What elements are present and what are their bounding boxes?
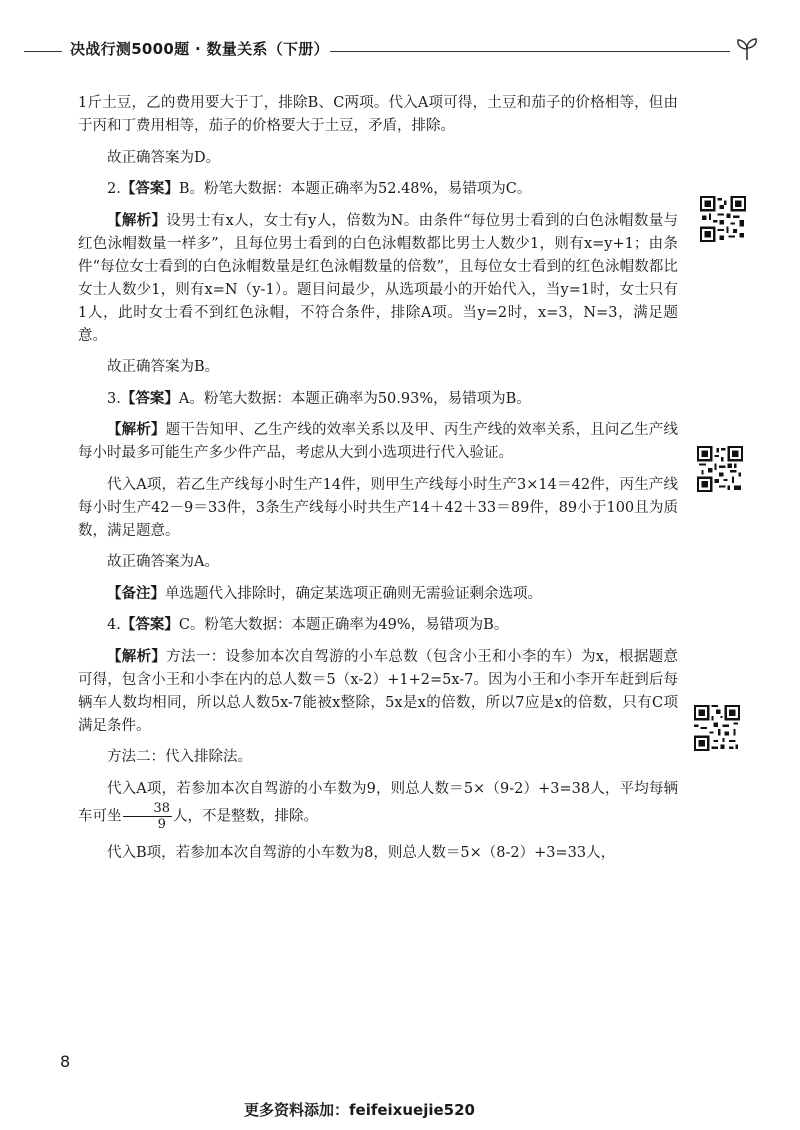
answer-tag: 【答案】 bbox=[120, 390, 179, 407]
footer-note: 更多资料添加：feifeixuejie520 bbox=[244, 1101, 475, 1119]
answer-text: B。粉笔大数据：本题正确率为52.48%，易错项为C。 bbox=[178, 181, 532, 197]
substitution-a-pre: 平均每辆车可坐 bbox=[78, 780, 678, 824]
running-header bbox=[0, 32, 800, 68]
conclusion-q1: 故正确答案为D。 bbox=[107, 149, 221, 166]
qr-code-icon bbox=[700, 196, 746, 242]
analysis-q3 bbox=[78, 419, 678, 465]
question-number: 4. bbox=[107, 617, 121, 633]
answer-tag: 【答案】 bbox=[120, 617, 179, 633]
analysis-q4 bbox=[78, 646, 678, 738]
answer-tag: 【答案】 bbox=[120, 181, 179, 197]
analysis-q2 bbox=[78, 210, 678, 348]
fraction-numerator: 38 bbox=[123, 801, 173, 817]
substitution-b-q4: 代入B项，若参加本次自驾游的小车数为8，则总人数＝5×（8-2）+3=33人， bbox=[107, 844, 616, 861]
method-two-q4: 方法二：代入排除法。 bbox=[107, 749, 252, 765]
conclusion-q2: 故正确答案为B。 bbox=[107, 359, 220, 375]
header-rule-right bbox=[330, 51, 730, 52]
note-q3 bbox=[78, 583, 678, 606]
analysis-text: 题干告知甲、乙生产线的效率关系以及甲、丙生产线的效率关系，且问乙生产线每小时最多可能生产多少件产品，考虑从大到小选项进行代入验证。 bbox=[78, 422, 679, 461]
substitution-q3: 代入A项，若乙生产线每小时生产14件，则甲生产线每小时生产3×14＝42件，丙生产线每小时生产42－9＝33件，3条生产线每小时共生产14＋42＋33＝89件，89小于100且为质数，满足题意。 bbox=[78, 476, 678, 539]
header-title: 决战行测5000题 · 数量关系（下册） bbox=[70, 40, 329, 58]
analysis-text: 设男士有x人，女士有y人，倍数为N。由条件“每位男士看到的白色泳帽数量与红色泳帽数量一样多”，且每位男士看到的白色泳帽数都比男士人数少1，则有x=y+1；由条件“每位女士看到的白色泳帽数量是红色泳帽数量的倍数”，且每位女士看到的红色泳帽数都比女士人数少1，则有x=N（y-1）。题目问最少，从选项最小的开始代入，当y=1时，女士只有1人，此时女士看不到红色泳帽，不符合条件，排除A项。当y=2时，x=3，N=3，满足题意。 bbox=[78, 212, 679, 344]
page-content bbox=[78, 92, 678, 873]
fraction-denominator: 9 bbox=[157, 816, 166, 832]
answer-text: A。粉笔大数据：本题正确率为50.93%，易错项为B。 bbox=[178, 390, 531, 407]
conclusion-q3: 故正确答案为A。 bbox=[107, 554, 219, 570]
substitution-a-line1: 代入A项，若参加本次自驾游的小车数为9，则总人数＝5×（9-2）+3=38人， bbox=[107, 780, 620, 797]
note-text: 单选题代入排除时，确定某选项正确则无需验证剩余选项。 bbox=[165, 585, 542, 602]
qr-code-icon bbox=[697, 446, 743, 492]
analysis-tag: 【解析】 bbox=[107, 212, 167, 229]
analysis-text: 方法一：设参加本次自驾游的小车总数（包含小王和小李的车）为x，根据题意可得，包含小王和小李在内的总人数＝5（x-2）+1+2=5x-7。因为小王和小李开车赶到后每辆车人数均相同，所以总人数5x-7能被x整除，5x是x的倍数，所以7应是x的倍数，只有C项满足条件。 bbox=[78, 648, 678, 734]
answer-q2 bbox=[78, 178, 678, 201]
paragraph-continued: 1斤土豆，乙的费用要大于丁，排除B、C两项。代入A项可得，土豆和茄子的价格相等，但由于丙和丁费用相等，茄子的价格要大于土豆，矛盾，排除。 bbox=[78, 95, 678, 134]
page-number: 8 bbox=[60, 1052, 71, 1071]
substitution-a-q4 bbox=[78, 778, 678, 832]
qr-code-icon bbox=[694, 705, 740, 751]
sprout-icon bbox=[732, 36, 762, 62]
answer-text: C。粉笔大数据：本题正确率为49%，易错项为B。 bbox=[178, 617, 509, 633]
answer-q4 bbox=[78, 614, 678, 637]
analysis-tag: 【解析】 bbox=[107, 422, 166, 438]
analysis-tag: 【解析】 bbox=[107, 648, 167, 665]
header-rule-left bbox=[24, 51, 62, 52]
substitution-a-post: 人，不是整数，排除。 bbox=[173, 808, 319, 824]
question-number: 3. bbox=[107, 390, 121, 407]
note-tag: 【备注】 bbox=[107, 585, 165, 602]
question-number: 2. bbox=[107, 181, 121, 197]
answer-q3 bbox=[78, 388, 678, 411]
fraction bbox=[123, 801, 173, 832]
